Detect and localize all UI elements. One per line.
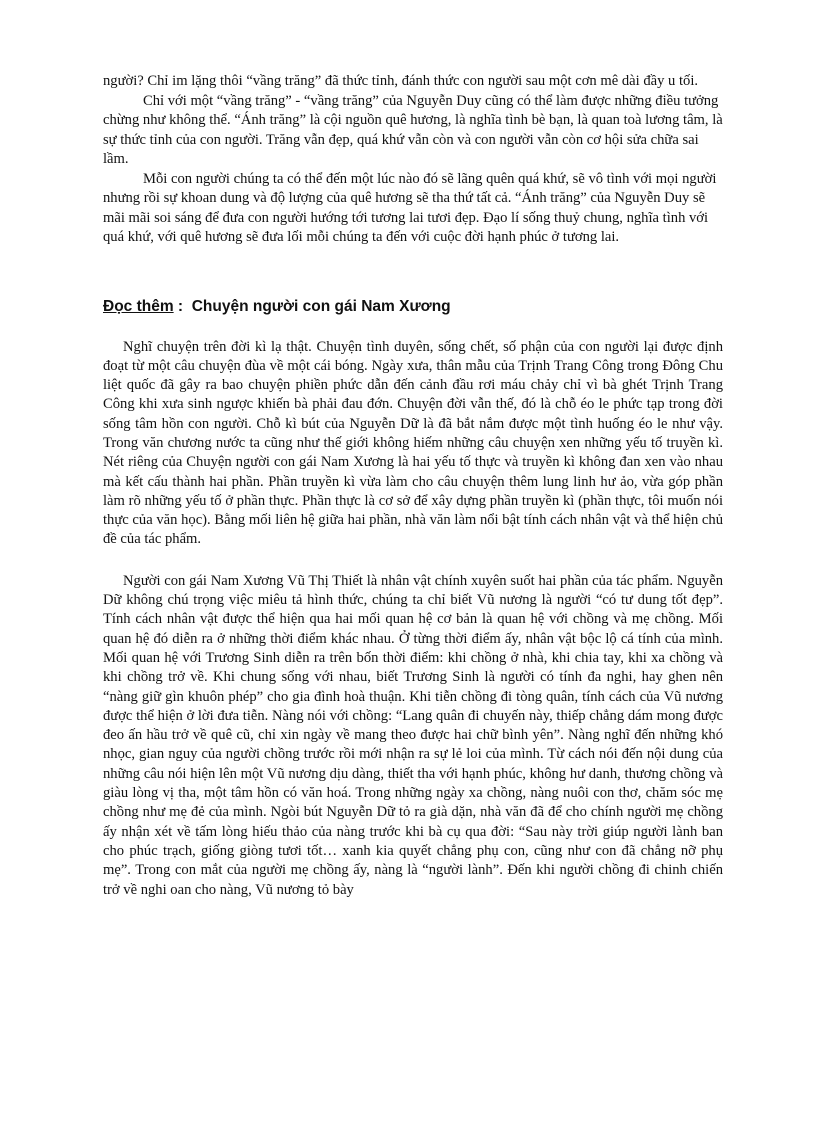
heading-label: Đọc thêm — [103, 297, 174, 315]
document-page — [103, 72, 723, 900]
paragraph: Mỗi con người chúng ta có thể đến một lúc nào đó sẽ lãng quên quá khứ, sẽ vô tình với mọi người nhưng rồi sự khoan dung và độ lượng của quê hương sẽ tha thứ tất cả. “Ánh trăng” của Nguyễn Duy sẽ mãi mãi soi sáng để đưa con người hướng tới tương lai tươi đẹp. Đạo lí sống thuỷ chung, nghĩa tình với quá khứ, với quê hương sẽ đưa lối mỗi chúng ta đến với cuộc đời hạnh phúc ở tương lai. — [103, 170, 717, 245]
essay-section — [103, 72, 723, 248]
heading-separator: : — [173, 297, 192, 315]
paragraph: Người con gái Nam Xương Vũ Thị Thiết là nhân vật chính xuyên suốt hai phần của tác phẩm. Nguyễn Dữ không chú trọng việc miêu tả hình thức, chúng ta chỉ biết Vũ nương là người “có tư dung tốt đẹp”. Tính cách nhân vật được thể hiện qua hai mối quan hệ cơ bản là quan hệ với chồng và mẹ chồng. Mối quan hệ đó diễn ra ở những thời điểm khác nhau. Ở từng thời điểm ấy, nhân vật bộc lộ cá tính của mình. Mối quan hệ với Trương Sinh diễn ra trên bốn thời điểm: khi chồng ở nhà, khi chia tay, khi xa chồng và khi chồng trở về. Khi chung sống với nhau, biết Trương Sinh là người có tính đa nghi, hay ghen nên “nàng giữ gìn khuôn phép” cho gia đình hoà thuận. Khi tiễn chồng đi tòng quân, tính cách của Vũ nương được thể hiện ở lời đưa tiễn. Nàng nói với chồng: “Lang quân đi chuyến này, thiếp chẳng dám mong được đeo ấn hầu trở về quê cũ, chỉ xin ngày về mang theo được hai chữ bình yên”. Nàng nghĩ đến những khó nhọc, gian nguy của người chồng trước rồi mới nhận ra sự lẻ loi của mình. Từ cách nói đến nội dung của những câu nói hiện lên một Vũ nương dịu dàng, thiết tha với hạnh phúc, không hư danh, thương chồng và giàu lòng vị tha, một tâm hồn có văn hoá. Trong những ngày xa chồng, nàng nuôi con thơ, chăm sóc mẹ chồng như mẹ đẻ của mình. Ngòi bút Nguyễn Dữ tỏ ra già dặn, nhà văn đã để cho chính người mẹ chồng ấy nhận xét về tấm lòng hiếu thảo của nàng trước khi bà cụ qua đời: “Sau này trời giúp người lành ban cho phúc trạch, giống giòng tươi tốt… xanh kia quyết chẳng phụ con, cũng như con đã chẳng nỡ phụ mẹ”. Trong con mắt của người mẹ chồng ấy, nàng là “người lành”. Đến khi người chồng đi chinh chiến trở về nghi oan cho nàng, Vũ nương tỏ bày — [103, 572, 723, 898]
section-heading — [103, 296, 723, 318]
paragraph: Nghĩ chuyện trên đời kì lạ thật. Chuyện tình duyên, sống chết, số phận của con người lại được định đoạt từ một câu chuyện đùa về một cái bóng. Ngày xưa, thân mẫu của Trịnh Trang Công trong Đông Chu liệt quốc đã gây ra bao chuyện phiền phức dẫn đến cảnh đầu rơi máu chảy chỉ vì bà ghét Trịnh Trang Công khi xưa sinh ngược khiến bà phải đau đớn. Chuyện đời vẫn thế, đó là chỗ éo le phức tạp trong đời sống tâm hồn con người. Chỗ kì bút của Nguyễn Dữ là đã bắt nắm được một tình huống éo le như vậy. Trong văn chương nước ta cũng như thế giới không hiếm những câu chuyện xen những yếu tố truyền kì. Nét riêng của Chuyện người con gái Nam Xương là hai yếu tố thực và truyền kì không đan xen vào nhau mà kết cấu thành hai phần. Phần truyền kì vừa làm cho câu chuyện thêm lung linh hư ảo, vừa góp phần làm rõ những yếu tố ở phần thực. Phần thực là cơ sở để xây dựng phần truyền kì (phần thực, tôi muốn nói thực của văn học). Bằng mối liên hệ giữa hai phần, nhà văn làm nổi bật tính cách nhân vật và thể hiện chủ đề của tác phẩm. — [103, 338, 723, 548]
paragraph: người? Chỉ im lặng thôi “vầng trăng” đã thức tỉnh, đánh thức con người sau một cơn mê dài đầy u tối. — [103, 73, 699, 89]
heading-title: Chuyện người con gái Nam Xương — [191, 297, 451, 315]
reading-section — [103, 338, 723, 900]
paragraph: Chỉ với một “vầng trăng” - “vầng trăng” của Nguyễn Duy cũng có thể làm được những điều tưởng chừng như không thể. “Ánh trăng” là cội nguồn quê hương, là nghĩa tình bè bạn, là quan toà lương tâm, là sự thức tỉnh của con người. Trăng vẫn đẹp, quá khứ vẫn còn và con người vẫn còn cơ hội sửa chữa sai lầm. — [103, 92, 723, 167]
